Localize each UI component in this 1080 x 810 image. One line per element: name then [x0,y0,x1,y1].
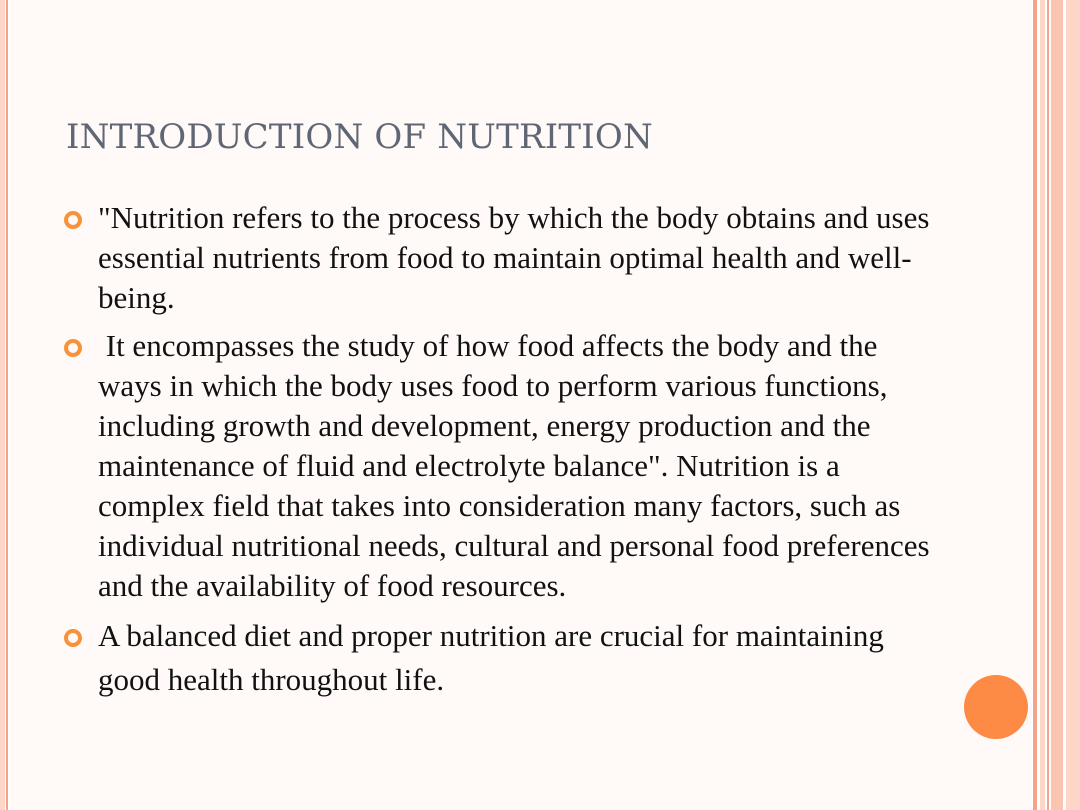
orange-circle-decoration-icon [964,675,1028,739]
bullet-text: "Nutrition refers to the process by which the body obtains and uses essential nutrients from food to maintain optimal health and well-being. [98,200,930,315]
ring-bullet-icon [64,339,82,357]
right-stripe-5 [1066,0,1080,810]
right-stripe-1 [1033,0,1037,810]
bullet-item-scope [62,326,942,606]
right-stripe-2 [1040,0,1045,810]
left-stripe-outer [0,0,5,810]
slide-title: INTRODUCTION OF NUTRITION [66,117,653,157]
left-stripe-inner [6,0,8,810]
right-stripe-3 [1047,0,1049,810]
right-stripe-4 [1051,0,1063,810]
ring-bullet-icon [64,211,82,229]
bullet-item-definition [62,198,942,318]
ring-bullet-icon [64,629,82,647]
bullet-text: It encompasses the study of how food affects the body and the ways in which the body uses food to perform various functions, including growth and development, energy production and the maintenance of fluid and electrolyte balance". Nutrition is a complex field that takes into consideration many factors, such as individual nutritional needs, cultural and personal food preferences and the availability of food resources. [98,328,938,603]
bullet-text: A balanced diet and proper nutrition are crucial for maintaining good health throughout life. [98,618,884,697]
bullet-list [62,198,942,710]
bullet-item-balanced-diet [62,614,942,702]
